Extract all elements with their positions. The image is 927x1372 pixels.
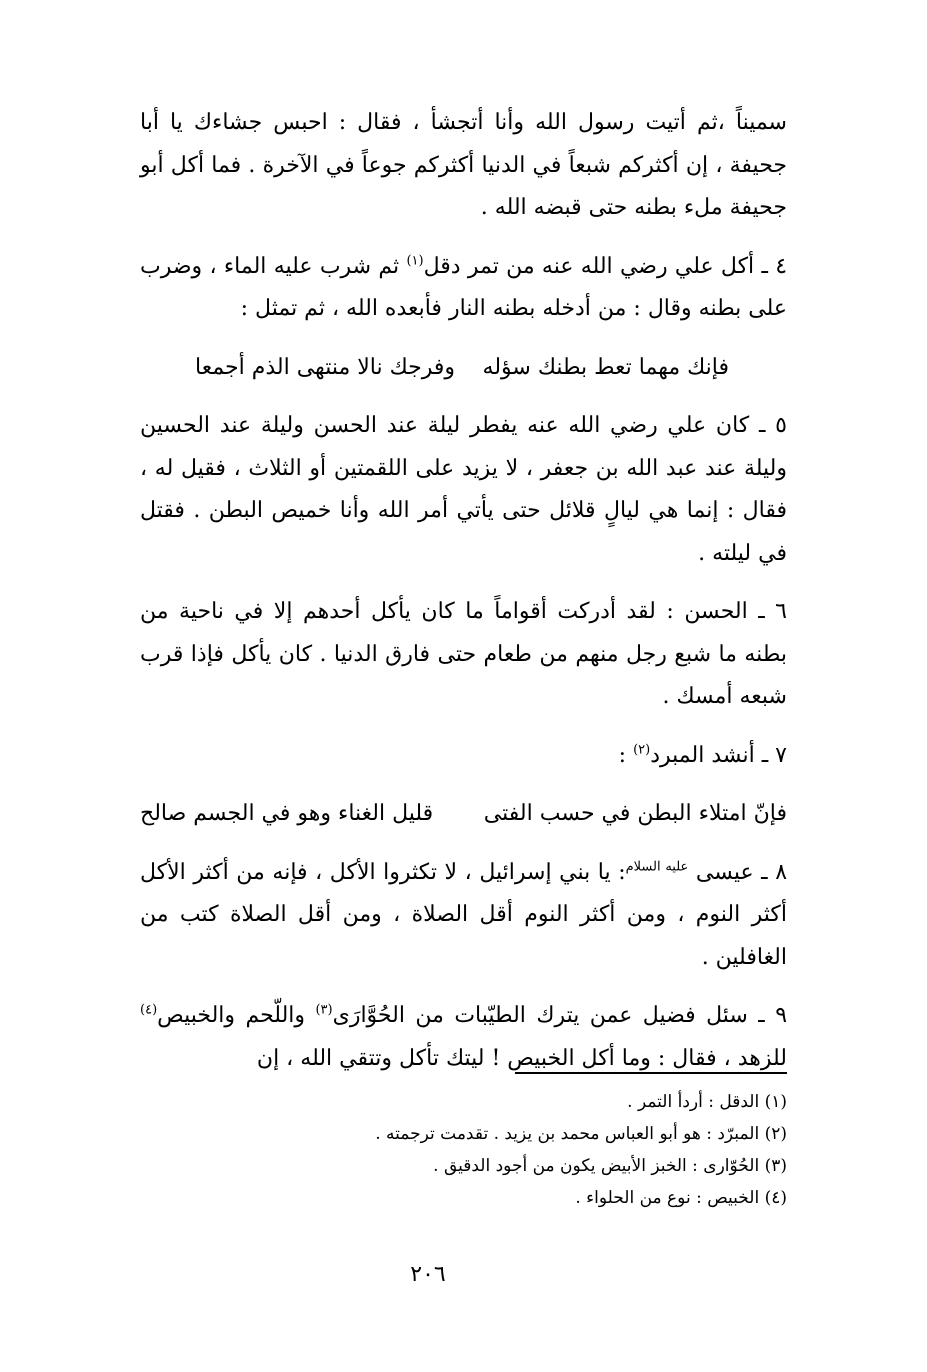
footnote-ref-2: (٢) — [633, 742, 651, 758]
footnote-1: (١) الدقل : أردأ التمر . — [627, 1092, 787, 1112]
footnote-separator — [515, 1072, 787, 1074]
paragraph-continuation: سميناً ،ثم أتيت رسول الله وأنا أتجشأ ، فقال : احبس جشاءك يا أبا جحيفة ، إن أكثركم شبعاً في الدنيا أكثركم جوعاً في الآخرة . فما أكل أبو جحيفة ملء بطنه حتى قبضه الله . — [140, 110, 787, 220]
footnote-ref-4: (٤) — [140, 1002, 158, 1018]
paragraph-7-text-b: : — [618, 742, 634, 768]
paragraph-9-text-c: للزهد ، فقال : وما أكل الخبيص ! ليتك تأكل وتتقي الله ، إن — [256, 1045, 787, 1071]
paragraph-9 — [140, 995, 787, 1080]
paragraph-5: ٥ ـ كان علي رضي الله عنه يفطر ليلة عند الحسن وليلة عند الحسين وليلة عند عبد الله بن جعفر ، لا يزيد على اللقمتين أو الثلاث ، فقيل له ، فقال : إنما هي ليالٍ قلائل حتى يأتي أمر الله وأنا خميص البطن . فقتل في ليلته . — [140, 413, 787, 566]
footnote-2: (٢) المبرّد : هو أبو العباس محمد بن يزيد . تقدمت ترجمته . — [375, 1124, 787, 1144]
honorific-glyph: عليه السلام — [625, 859, 689, 875]
footnote-4: (٤) الخبيص : نوع من الحلواء . — [575, 1188, 787, 1208]
verse-1-second-hemistich: وفرجك نالا منتهى الذم أجمعا — [195, 354, 456, 380]
paragraph-7-text-a: ٧ ـ أنشد المبرد — [650, 742, 787, 768]
verse-2 — [140, 793, 787, 836]
paragraph-6: ٦ ـ الحسن : لقد أدركت أقواماً ما كان يأكل أحدهم إلا في ناحية من بطنه ما شبع رجل منهم من طعام حتى فارق الدنيا . كان يأكل فإذا قرب شبعه أمسك . — [140, 599, 787, 709]
page-number: ٢٠٦ — [410, 1262, 446, 1287]
paragraph-8-text-a: ٨ ـ عيسى — [688, 859, 788, 885]
verse-1 — [140, 347, 787, 390]
verse-2-second-hemistich: قليل الغناء وهو في الجسم صالح — [140, 801, 434, 826]
footnote-ref-3: (٣) — [315, 1002, 333, 1018]
paragraph-9-text-b: واللّحم والخبيص — [157, 1003, 316, 1028]
main-text — [140, 102, 787, 1096]
paragraph-8 — [140, 852, 787, 980]
footnote-3: (٣) الحُوّارى : الخبز الأبيض يكون من أجود الدقيق . — [433, 1156, 787, 1176]
paragraph-4 — [140, 246, 787, 331]
footnote-ref-1: (١) — [406, 253, 424, 269]
verse-2-first-hemistich: فإنّ امتلاء البطن في حسب الفتى — [483, 801, 787, 826]
paragraph-8-text-b: : يا بني إسرائيل ، لا تكثروا الأكل ، فإنه من أكثر الأكل أكثر النوم ، ومن أكثر النوم أقل الصلاة ، ومن أقل الصلاة كتب من الغافلين . — [140, 859, 787, 970]
paragraph-9-text-a: ٩ ـ سئل فضيل عمن يترك الطيّبات من الحُوَّارَى — [332, 1003, 788, 1028]
paragraph-4-text-b: ثم شرب عليه الماء ، وضرب على بطنه وقال : من أدخله بطنه النار فأبعده الله ، ثم تمثل : — [140, 253, 787, 321]
footnotes — [140, 1086, 787, 1214]
paragraph-7 — [140, 735, 787, 778]
paragraph-4-text-a: ٤ ـ أكل علي رضي الله عنه من تمر دقل — [423, 253, 788, 279]
verse-1-first-hemistich: فإنك مهما تعط بطنك سؤله — [482, 354, 729, 380]
